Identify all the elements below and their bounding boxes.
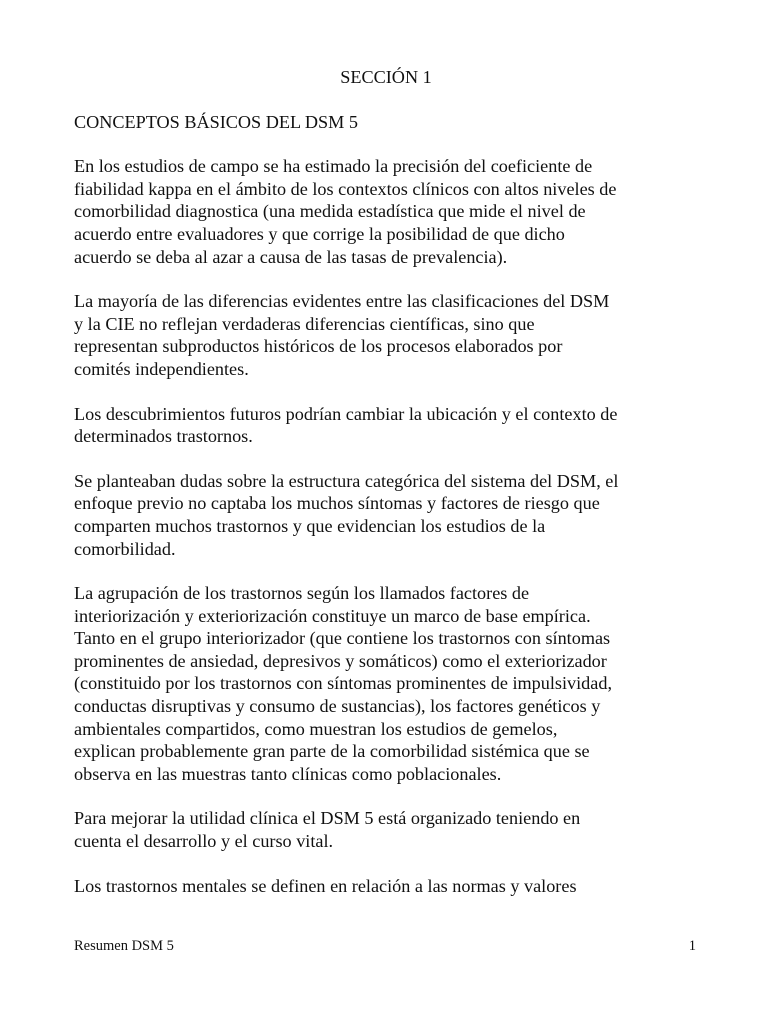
paragraph-line: Para mejorar la utilidad clínica el DSM 5 está organizado teniendo en (74, 808, 581, 829)
paragraph (74, 582, 698, 785)
paragraph (74, 403, 698, 448)
paragraph-line: explican probablemente gran parte de la comorbilidad sistémica que se (74, 741, 590, 762)
paragraph-line: (constituido por los trastornos con síntomas prominentes de impulsividad, (74, 673, 612, 694)
paragraph-line: acuerdo entre evaluadores y que corrige la posibilidad de que dicho (74, 223, 565, 244)
paragraph-line: Los trastornos mentales se definen en relación a las normas y valores (74, 875, 577, 896)
paragraph-line: comorbilidad diagnostica (una medida estadística que mide el nivel de (74, 201, 586, 222)
paragraph (74, 470, 698, 560)
paragraph-line: enfoque previo no captaba los muchos síntomas y factores de riesgo que (74, 493, 600, 514)
paragraph-line: observa en las muestras tanto clínicas como poblacionales. (74, 763, 502, 784)
page-footer (74, 937, 696, 955)
paragraph-line: y la CIE no reflejan verdaderas diferencias científicas, sino que (74, 313, 535, 334)
footer-title: Resumen DSM 5 (74, 938, 174, 954)
paragraph-line: prominentes de ansiedad, depresivos y somáticos) como el exteriorizador (74, 650, 607, 671)
paragraph-line: La agrupación de los trastornos según los llamados factores de (74, 583, 530, 604)
paragraph-line: conductas disruptivas y consumo de sustancias), los factores genéticos y (74, 696, 601, 717)
paragraph (74, 807, 698, 852)
paragraph-line: comités independientes. (74, 358, 249, 379)
paragraph-line: En los estudios de campo se ha estimado la precisión del coeficiente de (74, 156, 593, 177)
paragraph (74, 155, 698, 268)
page-heading: CONCEPTOS BÁSICOS DEL DSM 5 (74, 111, 358, 132)
paragraph (74, 875, 698, 898)
paragraph-line: comorbilidad. (74, 538, 176, 559)
page-number: 1 (688, 938, 696, 954)
paragraph-line: determinados trastornos. (74, 426, 253, 447)
paragraph-line: ambientales compartidos, como muestran los estudios de gemelos, (74, 718, 558, 739)
paragraph-line: Se planteaban dudas sobre la estructura categórica del sistema del DSM, el (74, 470, 619, 491)
paragraph-line: comparten muchos trastornos y que evidencian los estudios de la (74, 515, 546, 536)
paragraph (74, 290, 698, 380)
paragraph-line: Tanto en el grupo interiorizador (que contiene los trastornos con síntomas (74, 628, 611, 649)
paragraph-line: Los descubrimientos futuros podrían cambiar la ubicación y el contexto de (74, 403, 618, 424)
paragraph-line: La mayoría de las diferencias evidentes entre las clasificaciones del DSM (74, 291, 610, 312)
paragraph-list (74, 155, 698, 897)
paragraph-line: acuerdo se deba al azar a causa de las tasas de prevalencia). (74, 246, 508, 267)
page-content (74, 66, 698, 919)
paragraph-line: representan subproductos históricos de los procesos elaborados por (74, 336, 563, 357)
paragraph-line: interiorización y exteriorización constituye un marco de base empírica. (74, 605, 591, 626)
paragraph-line: fiabilidad kappa en el ámbito de los contextos clínicos con altos niveles de (74, 178, 617, 199)
paragraph-line: cuenta el desarrollo y el curso vital. (74, 831, 334, 852)
section-title: SECCIÓN 1 (340, 67, 432, 87)
